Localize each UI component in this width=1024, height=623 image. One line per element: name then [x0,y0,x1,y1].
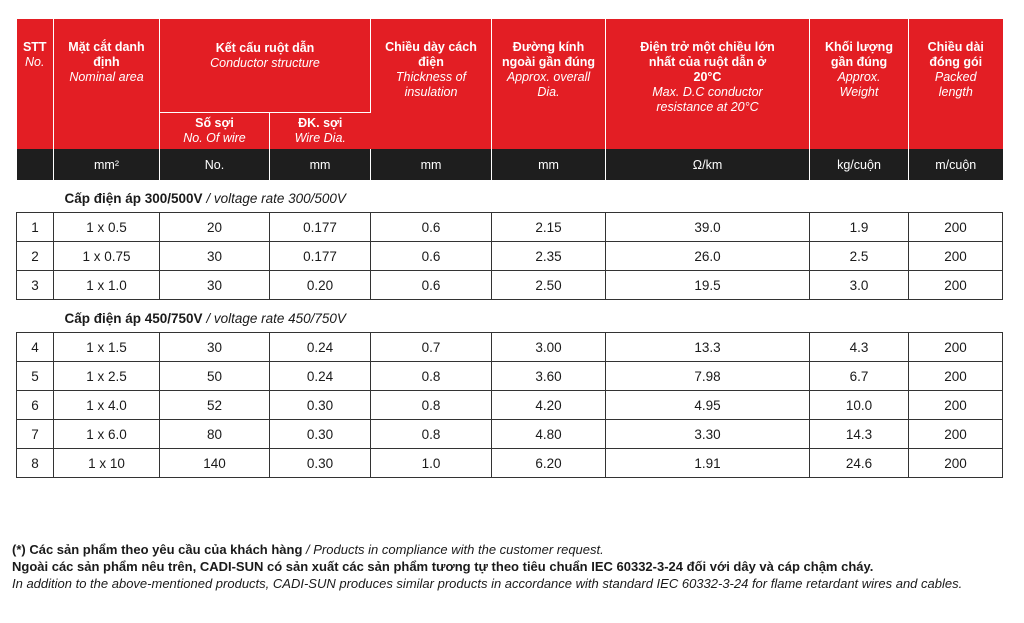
table-cell: 4 [17,333,54,362]
table-cell: 3.00 [492,333,606,362]
table-cell: 1.91 [606,449,810,478]
table-cell: 0.177 [270,213,371,242]
unit-cell: kg/cuộn [810,149,909,180]
voltage-section-row [17,300,1003,333]
header-resistance: Điện trở một chiều lớn nhất của ruột dẫn ở 20°C Max. D.C conductor resistance at 20°C [606,19,810,149]
header-conductor-structure: Kết cấu ruột dẫn Conductor structure [160,19,371,112]
table-row [17,449,1003,478]
table-cell: 140 [160,449,270,478]
unit-cell: mm² [54,149,160,180]
table-row [17,213,1003,242]
table-cell: 4.20 [492,391,606,420]
unit-cell: mm [492,149,606,180]
header-num-wire: Số sợi No. Of wire [160,112,270,149]
table-cell: 24.6 [810,449,909,478]
table-cell: 0.30 [270,391,371,420]
note-customer-request: (*) Các sản phẩm theo yêu cầu của khách hàng / Products in compliance with the customer request. [12,542,604,557]
table-cell: 14.3 [810,420,909,449]
table-cell: 1.0 [371,449,492,478]
unit-cell: No. [160,149,270,180]
table-row [17,362,1003,391]
table-cell: 10.0 [810,391,909,420]
table-cell: 1 x 0.5 [54,213,160,242]
section-title-en: / voltage rate 300/500V [202,190,346,206]
table-cell: 4.95 [606,391,810,420]
table-cell: 30 [160,242,270,271]
table-cell: 200 [909,242,1003,271]
table-cell: 0.6 [371,242,492,271]
table-cell: 80 [160,420,270,449]
table-cell: 0.7 [371,333,492,362]
table-cell: 0.30 [270,449,371,478]
table-cell: 2.5 [810,242,909,271]
table-cell: 50 [160,362,270,391]
table-cell: 1 x 4.0 [54,391,160,420]
section-title-vi: Cấp điện áp 450/750V [64,310,203,326]
header-insulation: Chiều dày cách điện Thickness of insulation [371,19,492,149]
table-cell: 0.24 [270,333,371,362]
table-cell: 2.15 [492,213,606,242]
table-cell: 7.98 [606,362,810,391]
table-row [17,420,1003,449]
table-cell: 4.3 [810,333,909,362]
table-cell: 7 [17,420,54,449]
table-cell: 6 [17,391,54,420]
table-cell: 26.0 [606,242,810,271]
header-weight: Khối lượng gần đúng Approx. Weight [810,19,909,149]
table-cell: 0.24 [270,362,371,391]
cable-spec-table [16,19,1002,478]
table-cell: 3.0 [810,271,909,300]
table-cell: 0.20 [270,271,371,300]
header-packed-length: Chiều dài đóng gói Packed length [909,19,1003,149]
footnotes [12,541,1017,592]
table-cell: 200 [909,420,1003,449]
table-row [17,242,1003,271]
table-cell: 30 [160,333,270,362]
unit-cell: Ω/km [606,149,810,180]
table-cell: 20 [160,213,270,242]
table-cell: 5 [17,362,54,391]
note-english: In addition to the above-mentioned products, CADI-SUN produces similar products in accordance with standard IEC 60332-3-24 for flame retardant wires and cables. [12,576,963,591]
table-row [17,271,1003,300]
table-cell: 6.7 [810,362,909,391]
table-cell: 200 [909,362,1003,391]
table-cell: 2.35 [492,242,606,271]
note-vietnamese: Ngoài các sản phẩm nêu trên, CADI-SUN có sản xuất các sản phẩm tương tự theo tiêu chuẩn IEC 60332-3-24 đối với dây và cáp chậm cháy. [12,559,874,574]
table-cell: 2 [17,242,54,271]
table-cell: 200 [909,449,1003,478]
table-cell: 19.5 [606,271,810,300]
table-cell: 1 x 2.5 [54,362,160,391]
unit-cell: m/cuộn [909,149,1003,180]
voltage-section-title [17,300,1003,333]
table-cell: 0.6 [371,213,492,242]
header-overall-dia: Đường kính ngoài gần đúng Approx. overall Dia. [492,19,606,149]
table-cell: 6.20 [492,449,606,478]
table-cell: 3.30 [606,420,810,449]
header-wire-dia: ĐK. sợi Wire Dia. [270,112,371,149]
table-cell: 1 x 10 [54,449,160,478]
table-cell: 1 x 0.75 [54,242,160,271]
table-cell: 2.50 [492,271,606,300]
unit-cell [17,149,54,180]
table-cell: 200 [909,333,1003,362]
unit-row [17,149,1003,180]
section-title-vi: Cấp điện áp 300/500V [64,190,203,206]
table-cell: 200 [909,271,1003,300]
table-cell: 13.3 [606,333,810,362]
table-cell: 1 [17,213,54,242]
header-stt: STT No. [17,19,54,149]
table-cell: 3 [17,271,54,300]
table-cell: 200 [909,213,1003,242]
table-cell: 0.8 [371,362,492,391]
table-cell: 1 x 1.5 [54,333,160,362]
voltage-section-title [17,180,1003,213]
table-cell: 52 [160,391,270,420]
table-row [17,333,1003,362]
table-cell: 0.8 [371,420,492,449]
table-cell: 8 [17,449,54,478]
table-cell: 0.8 [371,391,492,420]
table-row [17,391,1003,420]
table-cell: 0.6 [371,271,492,300]
table-cell: 4.80 [492,420,606,449]
table-cell: 1 x 1.0 [54,271,160,300]
table-cell: 200 [909,391,1003,420]
voltage-section-row [17,180,1003,213]
table-cell: 39.0 [606,213,810,242]
table-cell: 1 x 6.0 [54,420,160,449]
table-cell: 1.9 [810,213,909,242]
header-nominal-area: Mặt cắt danh định Nominal area [54,19,160,149]
section-title-en: / voltage rate 450/750V [202,310,346,326]
table-cell: 0.177 [270,242,371,271]
table-cell: 30 [160,271,270,300]
table-cell: 3.60 [492,362,606,391]
unit-cell: mm [371,149,492,180]
table-cell: 0.30 [270,420,371,449]
unit-cell: mm [270,149,371,180]
